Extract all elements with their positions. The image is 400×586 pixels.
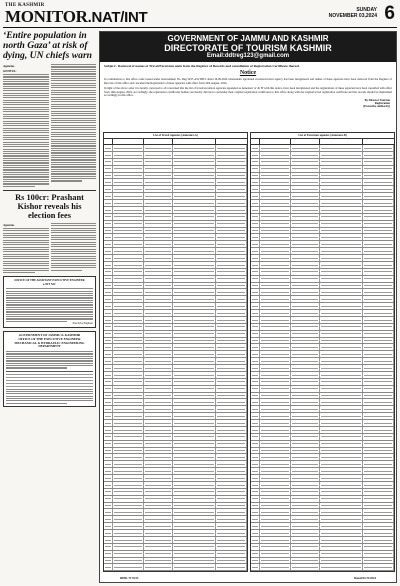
table-row <box>104 207 247 214</box>
table-row <box>251 317 394 324</box>
table-row <box>104 420 247 427</box>
table-row <box>104 399 247 406</box>
table-row <box>251 399 394 406</box>
table-row <box>104 475 247 482</box>
table-row <box>104 544 247 551</box>
table-row <box>251 269 394 276</box>
table-row <box>251 386 394 393</box>
table-row <box>104 186 247 193</box>
table-row <box>104 248 247 255</box>
ad1-sign: Executive Engineer <box>72 321 93 325</box>
article-text <box>51 223 97 271</box>
table-row <box>104 489 247 496</box>
annexure-b-title: List of Excursion agencies (Annexure-B) <box>251 133 394 139</box>
table-row <box>251 324 394 331</box>
table-row <box>251 530 394 537</box>
table-row <box>251 509 394 516</box>
table-row <box>251 475 394 482</box>
notice-dated: Dated:02/11/2024 <box>353 576 376 580</box>
table-row <box>104 468 247 475</box>
ad1-title: OFFICE OF THE ASSISTANT EXECUTIVE ENGINEER <box>14 279 85 283</box>
table-row <box>251 393 394 400</box>
table-row <box>251 461 394 468</box>
ad1-text <box>6 288 93 322</box>
table-row <box>104 461 247 468</box>
notice-email: Email:ddtreg123@gmail.com <box>206 53 290 59</box>
gaza-article <box>3 64 96 187</box>
table-row <box>251 248 394 255</box>
table-row <box>104 530 247 537</box>
tourism-notice <box>99 31 397 583</box>
table-row <box>251 564 394 571</box>
notice-header <box>100 32 396 62</box>
table-row <box>251 406 394 413</box>
table-row <box>104 365 247 372</box>
table-row <box>251 186 394 193</box>
table-row <box>104 262 247 269</box>
notice-sign-1: By Director Tourism <box>364 97 390 102</box>
table-row <box>251 427 394 434</box>
annexure-b-table <box>250 132 395 572</box>
table-row <box>251 159 394 166</box>
dateline-gaza: GENEVA: <box>3 69 17 73</box>
table-row <box>104 289 247 296</box>
table-row <box>251 338 394 345</box>
table-row <box>104 503 247 510</box>
table-row <box>251 241 394 248</box>
article-text <box>3 74 49 187</box>
table-row <box>251 289 394 296</box>
article-text <box>3 228 49 273</box>
table-row <box>104 331 247 338</box>
table-row <box>104 406 247 413</box>
table-row <box>251 344 394 351</box>
byline-gaza: Agencies <box>3 64 15 68</box>
table-row <box>104 551 247 558</box>
table-row <box>251 468 394 475</box>
table-row <box>251 193 394 200</box>
table-row <box>251 441 394 448</box>
table-row <box>104 379 247 386</box>
table-row <box>104 214 247 221</box>
masthead-logo <box>5 7 147 27</box>
table-row <box>104 537 247 544</box>
ad2-title: GOVERNMENT OF JAMMU & KASHMIR <box>18 332 81 337</box>
table-row <box>104 179 247 186</box>
table-row <box>104 193 247 200</box>
notice-sign-2: Registration <box>374 100 390 105</box>
masthead-the: THE KASHMIR <box>5 3 45 8</box>
ad2-sub: MECHANICAL & HYDRAULIC ENGINEERING DEPARTMENT <box>14 340 85 349</box>
table-row <box>251 537 394 544</box>
notice-sign-3: (Executive Authority) <box>363 104 390 109</box>
ad2-text <box>6 389 93 404</box>
annexure-a-title: List of Travel Agencies (Annexure-A) <box>104 133 247 139</box>
annexure-a-rows <box>104 145 247 571</box>
page-number: 6 <box>384 3 395 24</box>
table-row <box>251 331 394 338</box>
table-row <box>104 448 247 455</box>
table-row <box>251 413 394 420</box>
table-row <box>104 564 247 571</box>
logo-section: .NAT/INT <box>87 9 148 26</box>
table-row <box>104 221 247 228</box>
headline-gaza: ‘Entire population in north Gaza’ at risk of dying, UN chiefs warn <box>3 30 93 61</box>
table-row <box>251 296 394 303</box>
table-row <box>104 317 247 324</box>
table-row <box>251 303 394 310</box>
annexure-a-table <box>103 132 248 572</box>
notice-gov: GOVERNMENT OF JAMMU AND KASHMIR <box>167 34 329 43</box>
table-row <box>104 386 247 393</box>
table-row <box>251 200 394 207</box>
article-text <box>51 64 97 182</box>
masthead-date <box>329 7 377 19</box>
table-row <box>104 372 247 379</box>
table-row <box>251 255 394 262</box>
table-row <box>251 544 394 551</box>
annexure-tables <box>103 132 395 572</box>
table-row <box>104 509 247 516</box>
table-row <box>104 241 247 248</box>
table-row <box>251 489 394 496</box>
table-row <box>251 179 394 186</box>
table-row <box>104 413 247 420</box>
table-row <box>104 159 247 166</box>
notice-para-1: In continuation to this office order issued under endorsement No. Reg/1437-A/6/TRTL dated 16.09.2024 whereunder appointed excursion/travel agency has been deregistered and names of these agencies have been removed from the Register of Records of this office and cancelled the Registration of these agencies with effect from 16th August, 2024. <box>104 77 392 85</box>
date: NOVEMBER 03,2024 <box>328 13 377 19</box>
ad1-notice: e-NIT NO: <box>43 282 56 286</box>
table-row <box>104 441 247 448</box>
table-row <box>104 173 247 180</box>
table-row <box>251 262 394 269</box>
table-row <box>251 379 394 386</box>
table-row <box>251 516 394 523</box>
table-row <box>251 454 394 461</box>
table-row <box>251 523 394 530</box>
table-row <box>104 234 247 241</box>
ad2-text <box>6 351 93 368</box>
byline-kishor: Agencies <box>3 222 15 227</box>
ad2-office: OFFICE OF THE EXECUTIVE ENGINEER <box>18 336 81 341</box>
headline-kishor: Rs 100cr: Prashant Kishor reveals his election fees <box>3 190 96 220</box>
table-row <box>104 496 247 503</box>
table-row <box>104 166 247 173</box>
table-row <box>104 393 247 400</box>
kishor-article <box>3 223 96 273</box>
table-row <box>251 221 394 228</box>
table-row <box>251 358 394 365</box>
table-row <box>251 434 394 441</box>
table-row <box>104 482 247 489</box>
table-row <box>104 200 247 207</box>
table-row <box>104 303 247 310</box>
table-row <box>251 234 394 241</box>
table-row <box>251 372 394 379</box>
table-row <box>251 173 394 180</box>
table-row <box>104 358 247 365</box>
table-row <box>104 145 247 152</box>
table-row <box>104 434 247 441</box>
table-row <box>104 454 247 461</box>
table-row <box>251 310 394 317</box>
table-row <box>251 365 394 372</box>
notice-title: Notice <box>239 70 257 76</box>
left-column <box>3 31 96 583</box>
table-row <box>104 276 247 283</box>
table-row <box>104 344 247 351</box>
table-row <box>251 551 394 558</box>
table-row <box>251 228 394 235</box>
table-row <box>251 214 394 221</box>
table-row <box>104 152 247 159</box>
table-row <box>104 283 247 290</box>
table-row <box>104 310 247 317</box>
day: SUNDAY <box>356 7 377 13</box>
table-row <box>104 296 247 303</box>
table-row <box>104 516 247 523</box>
table-row <box>104 523 247 530</box>
notice-footer <box>100 576 396 580</box>
table-row <box>251 448 394 455</box>
table-row <box>104 351 247 358</box>
table-row <box>251 503 394 510</box>
table-row <box>251 558 394 565</box>
table-row <box>251 283 394 290</box>
masthead <box>3 2 397 28</box>
table-row <box>251 351 394 358</box>
ad2-table <box>6 371 93 387</box>
table-row <box>251 276 394 283</box>
notice-dipk: DIPK-7179/24 <box>120 576 139 580</box>
table-row <box>251 207 394 214</box>
tender-ad <box>3 276 96 328</box>
table-row <box>251 420 394 427</box>
table-row <box>104 255 247 262</box>
table-row <box>104 558 247 565</box>
annexure-b-rows <box>251 145 394 571</box>
table-row <box>251 166 394 173</box>
mhe-ad <box>3 331 96 407</box>
table-row <box>104 338 247 345</box>
table-row <box>251 482 394 489</box>
table-row <box>251 145 394 152</box>
table-row <box>104 228 247 235</box>
notice-directorate: DIRECTORATE OF TOURISM KASHMIR <box>164 43 332 53</box>
table-row <box>104 324 247 331</box>
table-row <box>104 427 247 434</box>
notice-subject: Subject:- Removal of names of Travel/Excursion units from the Register of Records and cancellation of Registration Certificate thereof. <box>104 64 300 68</box>
table-row <box>251 152 394 159</box>
notice-para-2: In light of the above order it is hereby conveyed to all concerned that the list of travel/excursion agencies appended as Annexure 'A' & 'B' with this notice, have been deregistered and the registrations of these agencies have been cancelled with effect from 16th August, 2024. Accordingly, the registration certificates holders are hereby directed to surrender their original registration certificates to this office along with the original travel registration certificate and the records should be maintained accordingly in this office. <box>104 86 392 97</box>
table-row <box>251 496 394 503</box>
logo-main: MONITOR <box>5 7 88 26</box>
table-row <box>104 269 247 276</box>
